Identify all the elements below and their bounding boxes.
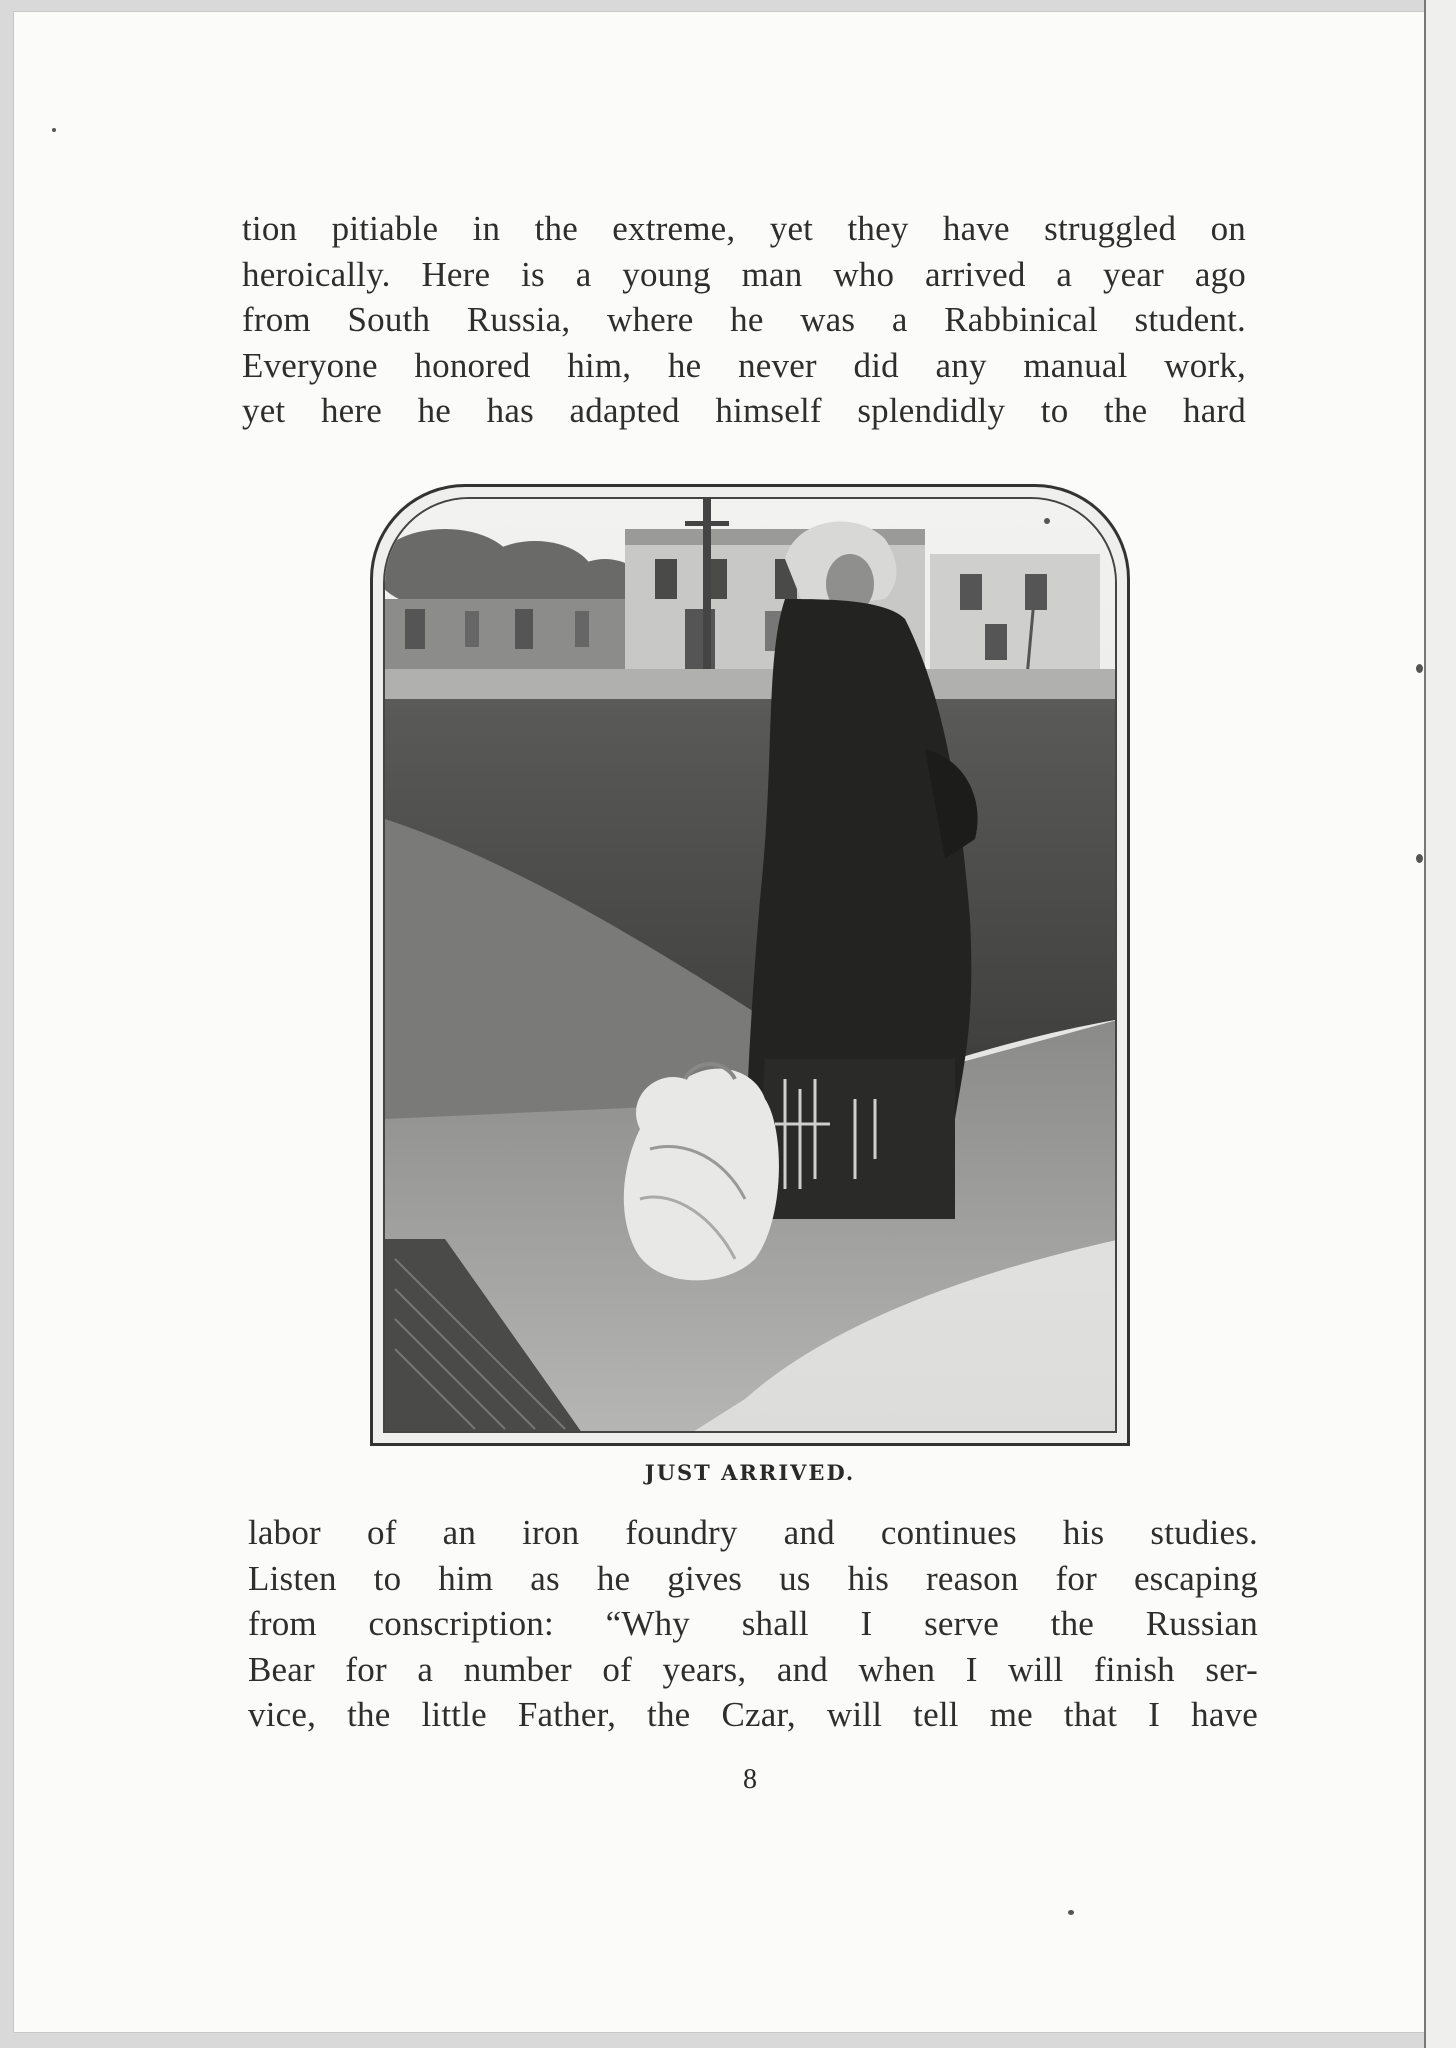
text-line: yet here he has adapted himself splendidly to the hard [242, 391, 1246, 430]
photograph-frame [370, 484, 1130, 1446]
scan-speck [1044, 518, 1050, 524]
photograph-image [385, 499, 1117, 1433]
scan-speck [1068, 1910, 1074, 1915]
text-line: vice, the little Father, the Czar, will tell me that I have [248, 1695, 1258, 1734]
photograph-woman-with-bundle [383, 497, 1117, 1433]
text-line: Listen to him as he gives us his reason for escaping [248, 1558, 1258, 1598]
page-number: 8 [743, 1764, 757, 1795]
text-line: heroically. Here is a young man who arrived a year ago [242, 254, 1246, 294]
body-text-top [242, 206, 1246, 434]
text-line: Bear for a number of years, and when I will finish ser- [248, 1649, 1258, 1689]
body-text-bottom [248, 1510, 1258, 1738]
text-line: from conscription: “Why shall I serve the Russian [248, 1604, 1258, 1643]
photo-caption: JUST ARRIVED. [644, 1460, 856, 1485]
scan-speck [1416, 854, 1423, 863]
facing-page-edge [1424, 0, 1456, 2048]
text-line: tion pitiable in the extreme, yet they have struggled on [242, 209, 1246, 248]
text-line: Everyone honored him, he never did any manual work, [242, 345, 1246, 385]
text-line: labor of an iron foundry and continues his studies. [248, 1513, 1258, 1552]
scan-speck [52, 128, 56, 132]
scan-speck [1416, 664, 1423, 673]
text-line: from South Russia, where he was a Rabbinical student. [242, 300, 1246, 339]
